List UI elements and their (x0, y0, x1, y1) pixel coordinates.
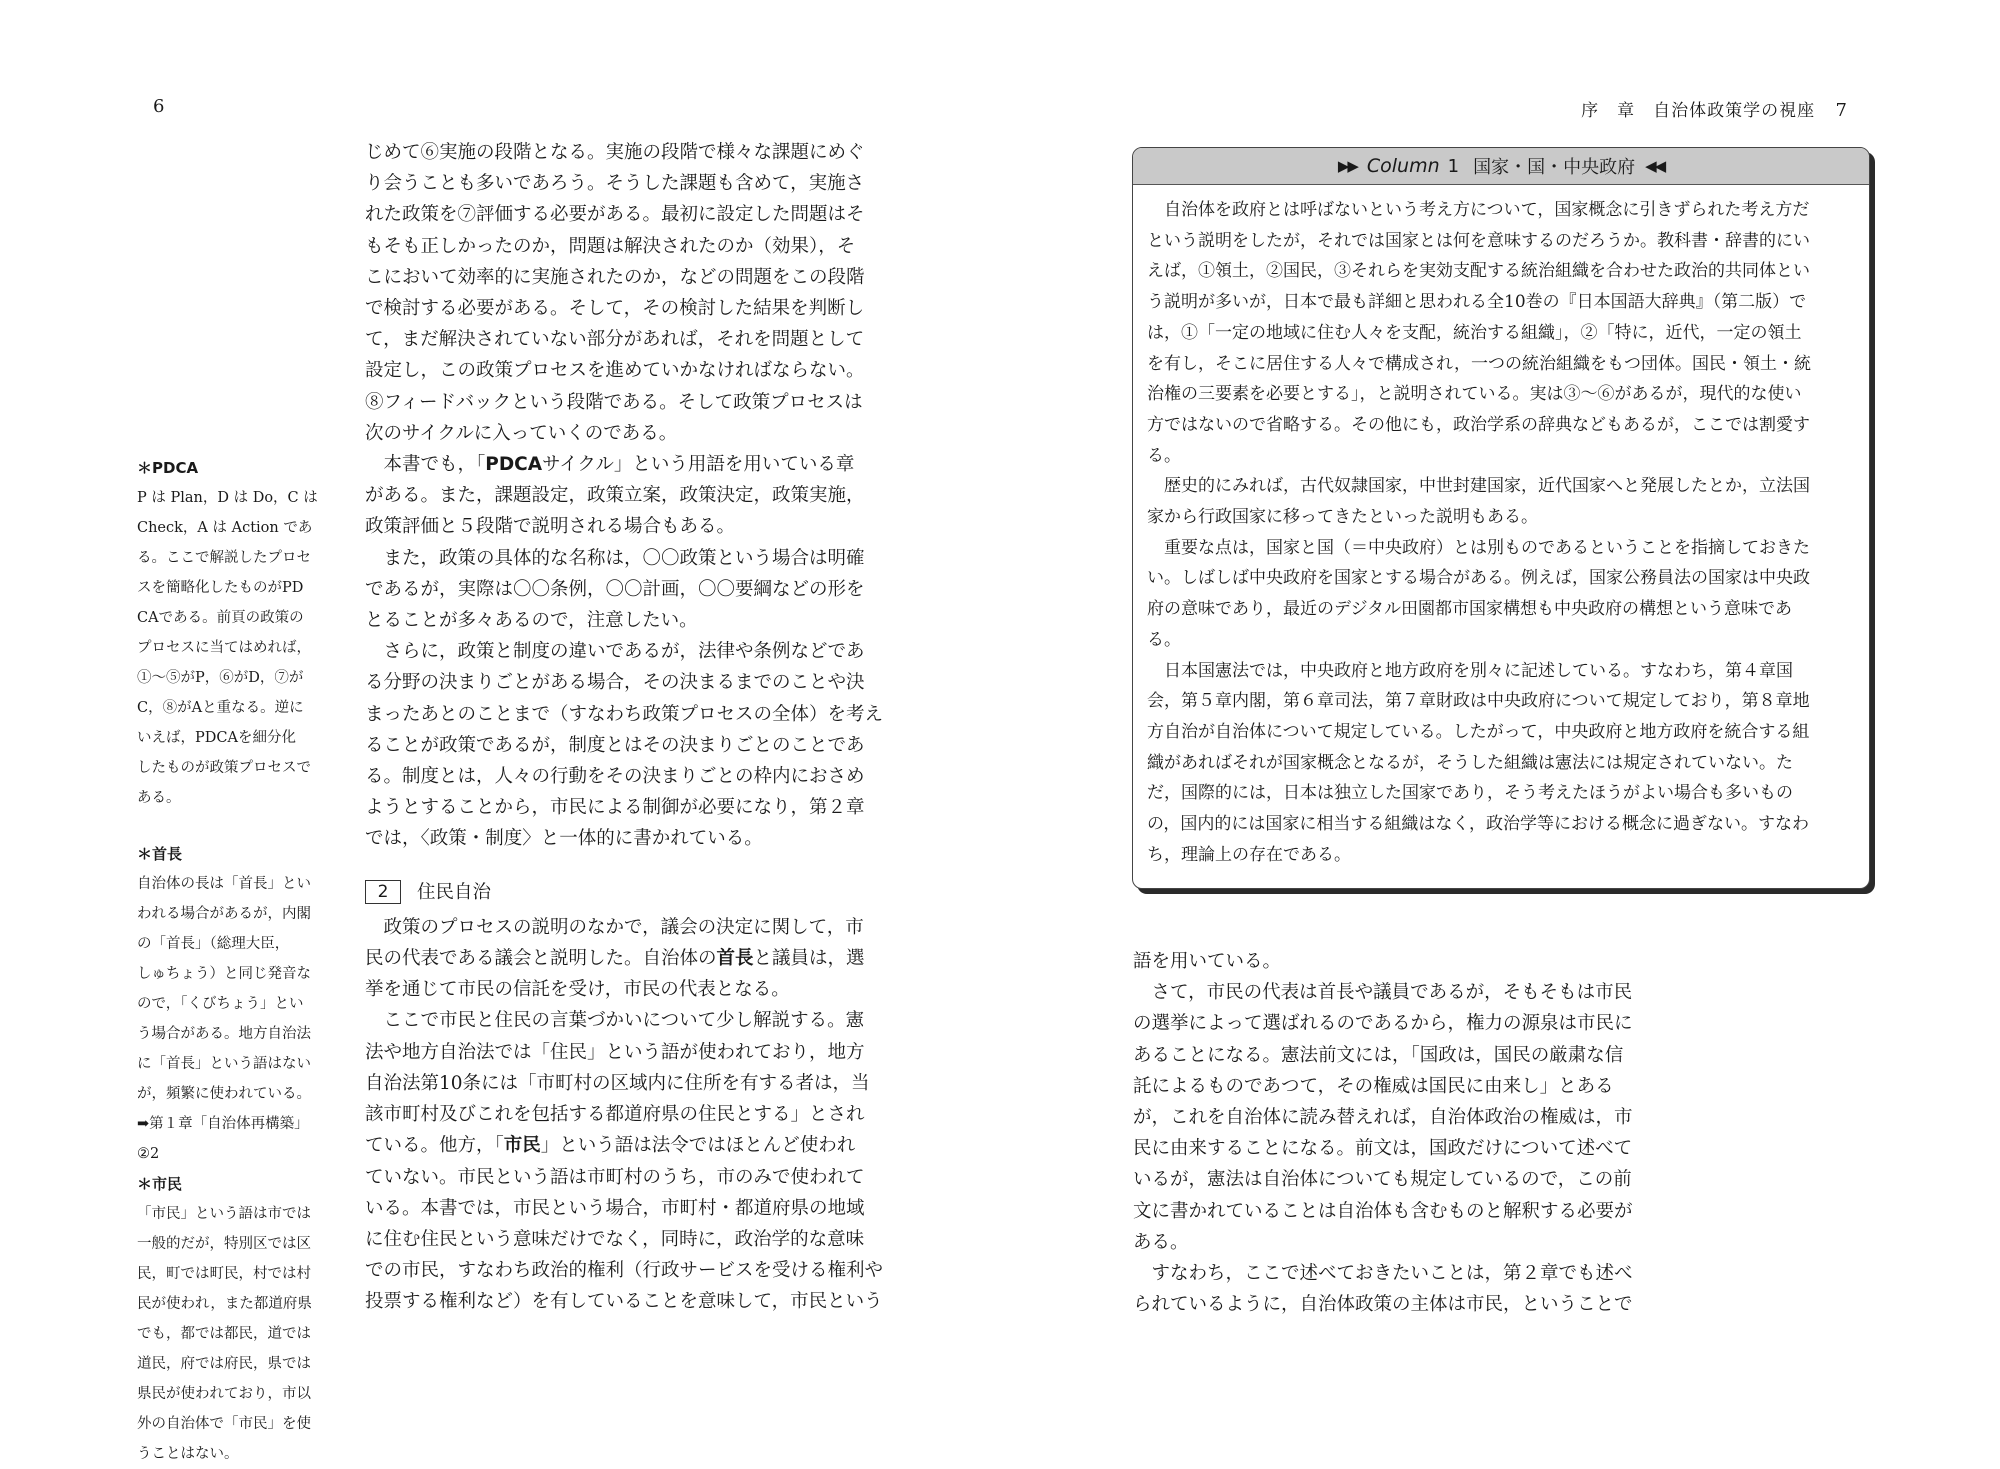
note-line: 「市民」という語は市では (137, 1206, 311, 1222)
text-line: で検討する必要がある。そして，その検討した結果を判断し (365, 298, 865, 320)
text-line: 投票する権利など）を有していることを意味して，市民という (365, 1291, 883, 1313)
note-title: ＊市民 (137, 1175, 183, 1193)
text-line: 本書でも，「PDCAサイクル」という用語を用いている章 (365, 454, 855, 476)
column-header (1133, 148, 1869, 185)
column-title: 国家・国・中央政府 (1473, 157, 1636, 178)
text-line: れた政策を⑦評価する必要がある。最初に設定した問題はそ (365, 204, 865, 226)
text-line: る。制度とは，人々の行動をその決まりごとの枠内におさめ (365, 766, 865, 788)
column-box (1132, 147, 1870, 889)
text-line: 挙を通じて市民の信託を受け，市民の代表となる。 (365, 979, 790, 1001)
note-line: の「首長」（総理大臣， (137, 936, 290, 952)
text-line: て，まだ解決されていない部分があれば，それを問題として (365, 329, 865, 351)
column-label: Column (1366, 155, 1440, 177)
note-title: ＊首長 (137, 845, 183, 863)
text-line: ようとすることから，市民による制御が必要になり，第２章 (365, 797, 865, 819)
text-line: また，政策の具体的な名称は，〇〇政策という場合は明確 (365, 547, 865, 569)
right-page-number: 7 (1835, 100, 1848, 121)
text-line: に住む住民という意味だけでなく，同時に，政治学的な意味 (365, 1228, 865, 1250)
running-head (1581, 96, 1848, 121)
text-line: 政策評価と５段階で説明される場合もある。 (365, 516, 736, 538)
text-line: ている。他方，「市民」という語は法令ではほとんど使われ (365, 1135, 856, 1157)
text-line: じめて⑥実施の段階となる。実施の段階で様々な課題にめぐ (365, 142, 865, 163)
column-line: 家から行政国家に移ってきたといった説明もある。 (1147, 507, 1538, 528)
text-line: ていない。市民という語は市町村のうち，市のみで使われて (365, 1166, 865, 1188)
text-line: すなわち，ここで述べておきたいことは，第２章でも述べ (1133, 1263, 1633, 1285)
text-line: ⑧フィードバックという段階である。そして政策プロセスは (365, 391, 863, 413)
text-line: 民に由来することになる。前文は，国政だけについて述べて (1133, 1138, 1633, 1160)
text-line: ることが政策であるが，制度とはその決まりごとのことであ (365, 734, 865, 756)
column-line: えば，①領土，②国民，③それらを実効支配する統治組織を合わせた政治的共同体とい (1147, 261, 1810, 282)
text-line: 民の代表である議会と説明した。自治体の首長と議員は，選 (365, 948, 865, 970)
term-shucho: 首長 (716, 948, 754, 970)
note-title: ＊PDCA (137, 459, 199, 477)
text-line: さらに，政策と制度の違いであるが，法律や条例などであ (365, 641, 865, 663)
note-line: でも，都では都民，道では (137, 1326, 311, 1342)
text-line: とることが多々あるので，注意したい。 (365, 610, 698, 632)
text-line: がある。また，課題設定，政策立案，政策決定，政策実施， (365, 485, 865, 507)
text-line: る分野の決まりごとがある場合，その決まるまでのことや決 (365, 672, 865, 694)
section-heading (365, 877, 885, 908)
column-line: という説明をしたが，それでは国家とは何を意味するのだろうか。教科書・辞書的にい (1147, 230, 1810, 251)
note-shimin (137, 1169, 329, 1469)
text-line: さて，市民の代表は首長や議員であるが，そもそもは市民 (1133, 982, 1633, 1004)
note-line: ①〜⑤がP，⑥がD，⑦が (137, 670, 304, 686)
column-line: る。 (1147, 629, 1181, 650)
text-line: まったあとのことまで（すなわち政策プロセスの全体）を考え (365, 703, 884, 725)
note-line: る。ここで解説したプロセ (137, 550, 311, 566)
term-shimin: 市民 (503, 1135, 541, 1157)
text-line: 法や地方自治法では「住民」という語が使われており，地方 (365, 1041, 865, 1063)
text-line: では，〈政策・制度〉と一体的に書かれている。 (365, 828, 763, 850)
text-line: 語を用いている。 (1133, 951, 1282, 972)
column-line: 歴史的にみれば，古代奴隷国家，中世封建国家，近代国家へと発展したとか，立法国 (1147, 476, 1810, 497)
column-line: を有し，そこに居住する人々で構成され，一つの統治組織をもつ団体。国民・領土・統 (1147, 353, 1812, 374)
column-line: だ，国際的には，日本は独立した国家であり，そう考えたほうがよい場合も多いもの (1147, 783, 1793, 804)
column-line: る。 (1147, 445, 1181, 466)
column-line: 重要な点は，国家と国（＝中央政府）とは別ものであるということを指摘しておきた (1147, 537, 1810, 558)
note-line: CAである。前頁の政策の (137, 610, 304, 626)
text-line: 託によるものであつて，その権威は国民に由来し」とある (1133, 1075, 1614, 1097)
text-line: での市民，すなわち政治的権利（行政サービスを受ける権利や (365, 1260, 884, 1282)
text-line: 設定し，この政策プロセスを進めていかなければならない。 (365, 360, 865, 382)
note-line: うことはない。 (137, 1446, 239, 1462)
section-title: 住民自治 (417, 881, 492, 903)
text-line: の選挙によって選ばれるのであるから，権力の源泉は市民に (1133, 1013, 1633, 1035)
note-line: C，⑧がAと重なる。逆に (137, 700, 304, 716)
note-line: Check，A は Action であ (137, 520, 313, 536)
note-line: 民，町では町民，村では村 (137, 1266, 311, 1282)
note-line: 外の自治体で「市民」を使 (137, 1416, 311, 1432)
left-main-text (365, 137, 885, 1318)
note-line: 自治体の長は「首長」とい (137, 876, 311, 892)
column-line: 方自治が自治体について規定している。したがって，中央政府と地方政府を統合する組 (1147, 721, 1810, 742)
column-line: 府の意味であり，最近のデジタル田園都市国家構想も中央政府の構想という意味であ (1147, 599, 1792, 620)
text-line: 文に書かれていることは自治体も含むものと解釈する必要が (1133, 1200, 1633, 1222)
text-line: いる。本書では，市民という場合，市町村・都道府県の地域 (365, 1197, 865, 1219)
text-line: 次のサイクルに入っていくのである。 (365, 422, 678, 444)
text-line: 政策のプロセスの説明のなかで，議会の決定に関して，市 (365, 916, 864, 938)
note-line: いえば，PDCAを細分化 (137, 730, 296, 746)
note-line: したものが政策プロセスで (137, 760, 311, 776)
text-line: 自治法第10条には「市町村の区域内に住所を有する者は，当 (365, 1072, 870, 1094)
left-page-number: 6 (153, 96, 165, 117)
note-line: 道民，府では府民，県では (137, 1356, 311, 1372)
column-line: は，①「一定の地域に住む人々を支配，統治する組織」，②「特に，近代，一定の領土 (1147, 322, 1802, 343)
note-line: 一般的だが，特別区では区 (137, 1236, 311, 1252)
right-arrows-icon: ▶▶ (1337, 157, 1357, 175)
text-line: ある。 (1133, 1231, 1189, 1253)
column-number: 1 (1447, 155, 1460, 177)
right-main-text (1133, 946, 1653, 1320)
column-line: 日本国憲法では，中央政府と地方政府を別々に記述している。すなわち，第４章国 (1147, 660, 1793, 681)
note-line: しゅちょう）と同じ発音な (137, 966, 311, 982)
text-line: 該市町村及びこれを包括する都道府県の住民とする」とされ (365, 1104, 865, 1126)
note-line: P は Plan，D は Do，C は (137, 490, 318, 506)
note-line: プロセスに当てはめれば， (137, 640, 311, 656)
text-line: が，これを自治体に読み替えれば，自治体政治の権威は，市 (1133, 1107, 1633, 1129)
note-line: ➡第１章「自治体再構築」 (137, 1116, 309, 1132)
note-line: う場合がある。地方自治法 (137, 1026, 311, 1042)
note-line: ので，「くびちょう」とい (137, 996, 304, 1012)
column-line: う説明が多いが，日本で最も詳細と思われる全10巻の『日本国語大辞典』（第二版）で (1147, 292, 1807, 313)
note-pdca (137, 453, 329, 813)
text-line: いるが，憲法は自治体についても規定しているので，この前 (1133, 1169, 1632, 1191)
column-line: 自治体を政府とは呼ばないという考え方について，国家概念に引きずられた考え方だ (1147, 200, 1810, 220)
section-number: 2 (365, 880, 401, 904)
running-head-title: 序 章 自治体政策学の視座 (1581, 101, 1816, 121)
text-line: こにおいて効率的に実施されたのか，などの問題をこの段階 (365, 266, 865, 288)
column-line: い。しばしば中央政府を国家とする場合がある。例えば，国家公務員法の国家は中央政 (1147, 568, 1810, 589)
column-line: の，国内的には国家に相当する組織はなく，政治学等における概念に過ぎない。すなわ (1147, 814, 1809, 835)
note-line: ある。 (137, 790, 181, 806)
column-line: 会，第５章内閣，第６章司法，第７章財政は中央政府について規定しており，第８章地 (1147, 691, 1810, 712)
note-line: に「首長」という語はない (137, 1056, 311, 1072)
text-line: もそも正しかったのか，問題は解決されたのか（効果），そ (365, 235, 856, 257)
column-line: 方ではないので省略する。その他にも，政治学系の辞典などもあるが，ここでは割愛す (1147, 414, 1810, 435)
note-line: 民が使われ，また都道府県 (137, 1296, 312, 1312)
column-line: ち，理論上の存在である。 (1147, 844, 1351, 865)
note-line: スを簡略化したものがPD (137, 580, 304, 596)
note-line: ②2 (137, 1146, 160, 1162)
column-line: 織があればそれが国家概念となるが，そうした組織は憲法には規定されていない。た (1147, 752, 1793, 773)
text-line: り会うことも多いであろう。そうした課題も含めて，実施さ (365, 173, 865, 195)
text-line: あることになる。憲法前文には，「国政は，国民の厳粛な信 (1133, 1044, 1624, 1066)
note-line: われる場合があるが，内閣 (137, 906, 311, 922)
text-line: ここで市民と住民の言葉づかいについて少し解説する。憲 (365, 1010, 865, 1032)
side-notes (137, 453, 329, 1469)
left-arrows-icon: ◀◀ (1645, 157, 1665, 175)
text-line: られているように，自治体政策の主体は市民，ということで (1133, 1294, 1633, 1316)
column-body (1133, 185, 1869, 870)
term-pdca: PDCA (485, 454, 543, 476)
note-line: 県民が使われており，市以 (137, 1386, 311, 1402)
note-line: が，頻繁に使われている。 (137, 1086, 311, 1102)
column-line: 治権の三要素を必要とする」，と説明されている。実は③〜⑥があるが，現代的な使い (1147, 384, 1802, 405)
note-shucho (137, 839, 329, 1169)
text-line: であるが，実際は〇〇条例，〇〇計画，〇〇要綱などの形を (365, 578, 865, 600)
